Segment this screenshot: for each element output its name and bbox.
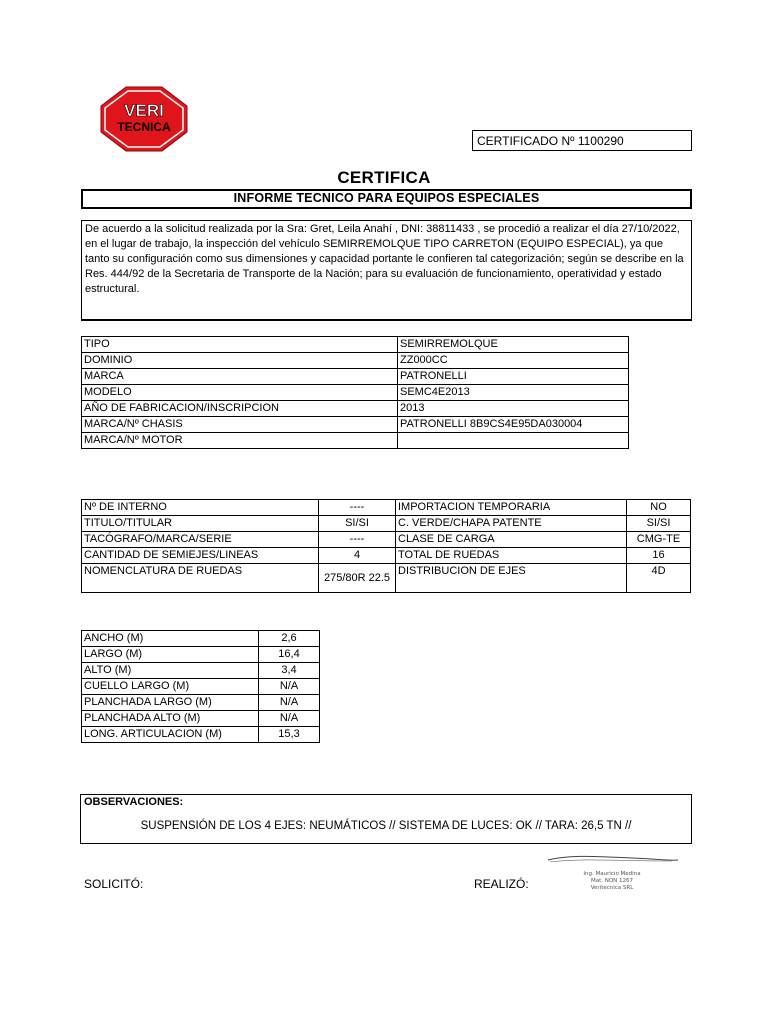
- dimensions-table: [81, 630, 320, 743]
- observations-text: SUSPENSIÓN DE LOS 4 EJES: NEUMÁTICOS // SISTEMA DE LUCES: OK // TARA: 26,5 TN //: [140, 820, 632, 832]
- vehicle-label: MODELO: [82, 385, 398, 401]
- wheels-label: NOMENCLATURA DE RUEDAS: [82, 564, 319, 593]
- dimension-label: PLANCHADA ALTO (M): [82, 711, 259, 727]
- detail-value: CMG-TE: [627, 532, 691, 548]
- detail-value: SI/SI: [319, 516, 396, 532]
- vehicle-label: MARCA/Nº CHASIS: [82, 417, 398, 433]
- dimension-value: 16,4: [259, 647, 320, 663]
- wheels-value: 275/80R 22.5: [319, 564, 396, 593]
- detail-label: Nº DE INTERNO: [82, 500, 319, 516]
- dimension-value: 15,3: [259, 727, 320, 743]
- dimension-label: ALTO (M): [82, 663, 259, 679]
- dimension-value: N/A: [259, 695, 320, 711]
- detail-value: 4: [319, 548, 396, 564]
- dimension-value: 3,4: [259, 663, 320, 679]
- table-row: [82, 337, 629, 353]
- dimension-label: CUELLO LARGO (M): [82, 679, 259, 695]
- table-row: [82, 417, 629, 433]
- dimension-label: LARGO (M): [82, 647, 259, 663]
- detail-label: TOTAL DE RUEDAS: [396, 548, 627, 564]
- observations-title: OBSERVACIONES:: [84, 796, 184, 808]
- dimension-value: N/A: [259, 711, 320, 727]
- detail-value: ----: [319, 532, 396, 548]
- solicito-label: SOLICITÓ:: [84, 877, 144, 891]
- vehicle-value: SEMC4E2013: [398, 385, 629, 401]
- vehicle-value: PATRONELLI 8B9CS4E95DA030004: [398, 417, 629, 433]
- dimension-label: LONG. ARTICULACION (M): [82, 727, 259, 743]
- detail-value: 16: [627, 548, 691, 564]
- veritecnica-logo: [100, 86, 188, 152]
- signature-line2: Mat. NQN 1267: [590, 878, 634, 884]
- table-row: [82, 564, 691, 593]
- vehicle-label: MARCA: [82, 369, 398, 385]
- signature-stamp: [542, 852, 682, 896]
- detail-label: TACÓGRAFO/MARCA/SERIE: [82, 532, 319, 548]
- vehicle-label: DOMINIO: [82, 353, 398, 369]
- vehicle-value: ZZ000CC: [398, 353, 629, 369]
- table-row: [82, 369, 629, 385]
- vehicle-value: PATRONELLI: [398, 369, 629, 385]
- certificate-number: CERTIFICADO Nº 1100290: [472, 130, 692, 151]
- table-row: [82, 711, 320, 727]
- table-row: [82, 548, 691, 564]
- signature-scribble: [542, 852, 682, 866]
- vehicle-value: 2013: [398, 401, 629, 417]
- table-row: [82, 401, 629, 417]
- vehicle-label: AÑO DE FABRICACION/INSCRIPCION: [82, 401, 398, 417]
- table-row: [82, 679, 320, 695]
- vehicle-table: [81, 336, 629, 449]
- table-row: [82, 353, 629, 369]
- table-row: [82, 727, 320, 743]
- axle-value: 4D: [627, 564, 691, 593]
- vehicle-label: TIPO: [82, 337, 398, 353]
- intro-paragraph: De acuerdo a la solicitud realizada por la Sra: Gret, Leila Anahí , DNI: 38811433 , se procedió a realizar el día 27/10/2022, en el lugar de trabajo, la inspección del vehículo SEMIRREMOLQUE TIPO CARRETON (EQUIPO ESPECIAL), ya que tanto su configuración como sus dimensiones y capacidad portante le confieren tal categorización; según se describe en la Res. 444/92 de la Secretaria de Transporte de la Nación; para su evaluación de funcionamiento, operatividad y estado estructural.: [81, 220, 692, 321]
- table-row: [82, 695, 320, 711]
- detail-label: CANTIDAD DE SEMIEJES/LINEAS: [82, 548, 319, 564]
- table-row: [82, 647, 320, 663]
- detail-value: SI/SI: [627, 516, 691, 532]
- vehicle-value: SEMIRREMOLQUE: [398, 337, 629, 353]
- detail-value: NO: [627, 500, 691, 516]
- page-subtitle: INFORME TECNICO PARA EQUIPOS ESPECIALES: [81, 189, 692, 209]
- page-title: CERTIFICA: [337, 168, 431, 187]
- detail-label: IMPORTACION TEMPORARIA: [396, 500, 627, 516]
- signature-line1: Ing. Mauricio Medina: [583, 871, 641, 877]
- detail-label: TITULO/TITULAR: [82, 516, 319, 532]
- dimension-label: PLANCHADA LARGO (M): [82, 695, 259, 711]
- dimension-value: 2,6: [259, 631, 320, 647]
- logo-line2: TECNICA: [117, 120, 171, 134]
- dimension-label: ANCHO (M): [82, 631, 259, 647]
- detail-label: CLASE DE CARGA: [396, 532, 627, 548]
- axle-label: DISTRIBUCION DE EJES: [396, 564, 627, 593]
- detail-label: C. VERDE/CHAPA PATENTE: [396, 516, 627, 532]
- details-table: [81, 499, 691, 593]
- realizo-label: REALIZÓ:: [474, 877, 529, 891]
- logo-line1: VERI: [124, 101, 164, 120]
- dimension-value: N/A: [259, 679, 320, 695]
- table-row: [82, 532, 691, 548]
- table-row: [82, 433, 629, 449]
- vehicle-value: [398, 433, 629, 449]
- vehicle-label: MARCA/Nº MOTOR: [82, 433, 398, 449]
- table-row: [82, 385, 629, 401]
- table-row: [82, 516, 691, 532]
- observations-box: [80, 794, 692, 844]
- signature-line3: Veritecnica SRL: [590, 885, 634, 891]
- table-row: [82, 663, 320, 679]
- table-row: [82, 631, 320, 647]
- detail-value: ----: [319, 500, 396, 516]
- table-row: [82, 500, 691, 516]
